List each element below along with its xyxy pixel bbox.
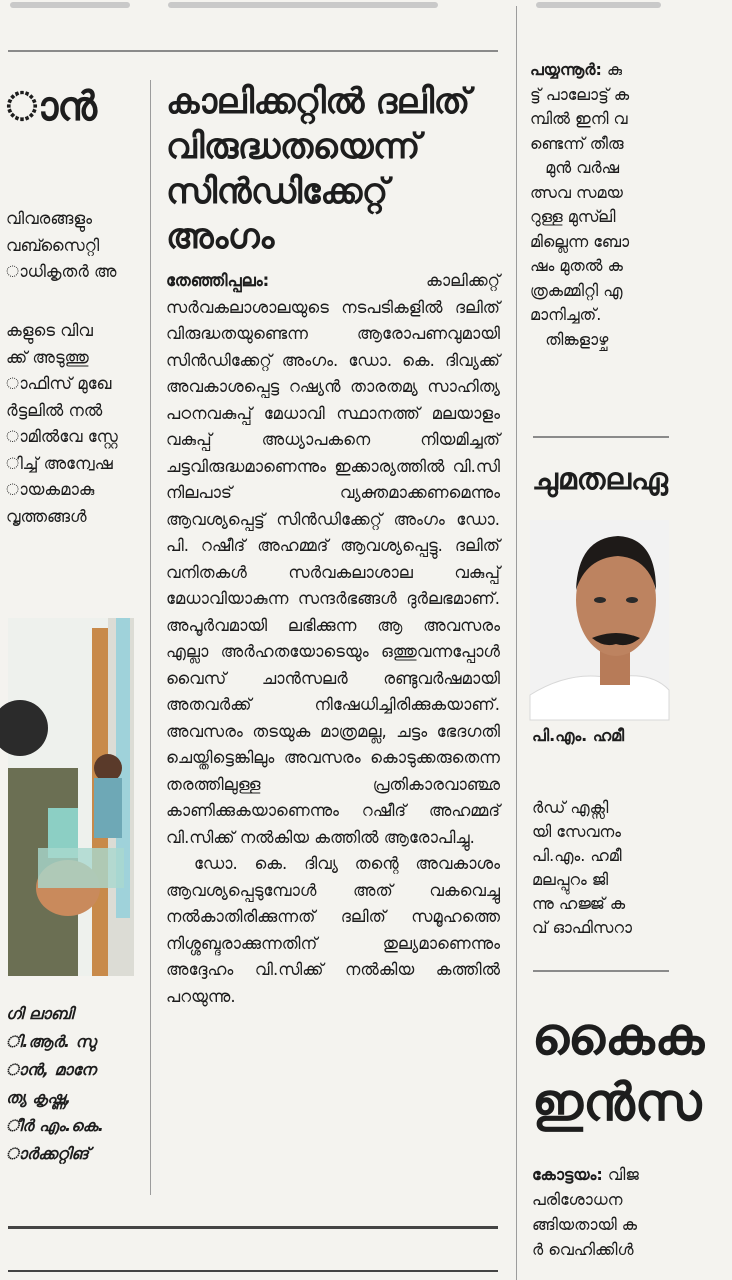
text-line: ത്രകമ്മിറ്റി എ <box>530 280 623 300</box>
faded-top-text <box>168 2 438 8</box>
line-text: കു <box>601 60 622 79</box>
headline-line: കൈക <box>532 1007 705 1067</box>
text-line: തിങ്കളാഴ്ച <box>530 329 609 349</box>
article-paragraph <box>166 268 500 851</box>
text-line: പി.എം. ഹമീ <box>532 846 622 865</box>
left-paragraph-1 <box>6 206 138 286</box>
text-line: ർട്ടലിൽ നൽ <box>6 400 103 420</box>
text-line: വിവരങ്ങളും <box>6 209 93 228</box>
text-line: ായകമാകു <box>6 480 95 499</box>
news-photo <box>8 618 134 976</box>
headline-line: ഇൻസ <box>532 1073 702 1133</box>
text-line: ത്യ കൃഷ്ണ, <box>6 1088 72 1107</box>
text-line: വൃത്തങ്ങൾ <box>6 506 87 526</box>
column-divider <box>150 80 151 1195</box>
text-line: ാർക്കറ്റിങ് <box>6 1144 89 1163</box>
text-line: മില്ലെന്ന ബോ <box>530 231 630 251</box>
text-line: മാനിച്ചത്. <box>530 305 602 324</box>
text-line: ത്സവ സമയ <box>530 182 623 202</box>
text-line <box>532 1162 732 1187</box>
text-line: ാധികൃതർ അ <box>6 262 117 281</box>
text-line: ന്നു ഹജ്ജ് ക <box>532 894 626 913</box>
line-text: വിജ <box>602 1165 639 1184</box>
text-line: ാൻ, മാനേ <box>6 1060 97 1079</box>
left-paragraph-2 <box>6 318 138 530</box>
dateline: പയ്യന്നൂർ: <box>530 60 602 79</box>
right-paragraph-3 <box>532 1162 732 1262</box>
dateline: കോട്ടയം: <box>532 1165 603 1184</box>
article-paragraph: ഡോ. കെ. ദിവ്യ തന്റെ അവകാശം ആവശ്യപ്പെടുമ്പോൾ അത് വകവെച്ചു നൽകാതിരിക്കുന്നത് ദലിത് സമൂഹത്തെ നിശ്ശബ്ദരാക്കുന്നതിന് തുല്യമാണെന്നും അദ്ദേഹം വി.സിക്ക് നൽകിയ കത്തിൽ പറയുന്നു. <box>166 854 500 1006</box>
text-line: ർ വെഹിക്കിൾ <box>532 1240 634 1259</box>
right-headline-3 <box>532 1004 704 1136</box>
article-headline: കാലിക്കറ്റിൽ ദലിത് വിരുദ്ധതയെന്ന് സിൻഡിക്കേറ്റ് അംഗം <box>166 82 470 257</box>
text-line <box>530 58 730 83</box>
text-line: ിച്ച് അന്വേഷ <box>6 453 113 473</box>
text-line: വബ്സൈറ്റി <box>6 235 100 255</box>
text-line: ട്ട് പാലോട്ട് ക <box>530 84 630 104</box>
text-line: മുൻ വർഷ <box>530 158 620 177</box>
dateline: തേഞ്ഞിപ്പലം: <box>166 271 270 290</box>
text-line: കളുടെ വിവ <box>6 321 93 340</box>
right-paragraph-2 <box>532 796 732 940</box>
photo-illustration <box>8 618 134 976</box>
right-headline-2: ചുമതലഏ <box>532 462 668 497</box>
text-line: യി സേവനം <box>532 822 621 841</box>
text-line: വ് ഓഫിസറാ <box>532 918 633 937</box>
text-line: ഷം മുതൽ ക <box>530 256 623 275</box>
text-line: ി.ആർ. സു <box>6 1032 97 1051</box>
portrait-photo <box>530 520 669 720</box>
left-headline-fragment: ാൻ <box>6 84 96 130</box>
portrait-illustration <box>530 520 669 720</box>
text-line: ീർ എം.കെ. <box>6 1116 104 1135</box>
paragraph-text: കാലിക്കറ്റ് സർവകലാശാലയുടെ നടപടികളിൽ ദലിത് വിരുദ്ധതയുണ്ടെന്ന ആരോപണവുമായി സിൻഡിക്കേറ്റ് അംഗം. ഡോ. കെ. ദിവ്യക്ക് അവകാശപ്പെട്ട റഷ്യൻ താരതമ്യ സാഹിത്യ പഠനവകുപ്പ് മേധാവി സ്ഥാനത്ത് മലയാളം വകുപ്പ് അധ്യാപകനെ നിയമിച്ചത് ചട്ടവിരുദ്ധമാണെന്നും ഇക്കാര്യത്തിൽ വി.സി നിലപാട് വ്യക്തമാക്കണമെന്നും ആവശ്യപ്പെട്ട് സിൻഡിക്കേറ്റ് അംഗം ഡോ. പി. റഷീദ് അഹമ്മദ് ആവശ്യപ്പെട്ടു. ദലിത് വനിതകൾ സർവകലാശാല വകുപ്പ് മേധാവിയാകുന്ന സന്ദർഭങ്ങൾ ദുർലഭമാണ്. അപൂർവമായി ലഭിക്കുന്ന ആ അവസരം എല്ലാ അർഹതയോടെയും ഒത്തുവന്നപ്പോൾ വൈസ് ചാൻസലർ രണ്ടുവർഷമായി അതവർക്ക് നിഷേധിച്ചിരിക്കുകയാണ്. അവസരം തടയുക മാത്രമല്ല, ചട്ടം ഭേദഗതി ചെയ്തിട്ടെങ്കിലും അവസരം കൊടുക്കരുതെന്ന തരത്തിലുള്ള പ്രതികാരവാഞ്ഛ കാണിക്കുകയാണെന്നും റഷീദ് അഹമ്മദ് വി.സിക്ക് നൽകിയ കത്തിൽ ആരോപിച്ചു. <box>166 271 500 847</box>
right-column <box>530 0 705 1280</box>
text-line: ർഡ് എക്സി <box>532 798 609 817</box>
text-line: ഗി ലാബി <box>6 1004 74 1023</box>
column-divider <box>516 6 517 1280</box>
text-line: മലപ്പുറം ജി <box>532 870 609 889</box>
text-line: ാമിൽവേ സ്റ്റേ <box>6 427 118 446</box>
text-line: ാഫിസ് മുഖേ <box>6 374 112 393</box>
text-line: പരിശോധന <box>532 1190 623 1209</box>
photo-caption <box>6 1000 138 1168</box>
text-line: മ്പിൽ ഇനി വ <box>530 109 628 128</box>
right-paragraph-1 <box>530 58 730 352</box>
text-line: ണ്ടെന്ന് തീരു <box>530 133 624 153</box>
photo-name-caption: പി.എം. ഹമീ <box>532 726 625 745</box>
text-line: ങ്ങിയതായി ക <box>532 1215 638 1234</box>
main-article <box>166 80 500 1010</box>
text-line: റുള്ള മുസ്‍ലി <box>530 207 616 226</box>
article-body <box>166 268 500 1010</box>
text-line: ക്ക് അടുത്തു <box>6 347 89 367</box>
left-column <box>0 0 138 1280</box>
